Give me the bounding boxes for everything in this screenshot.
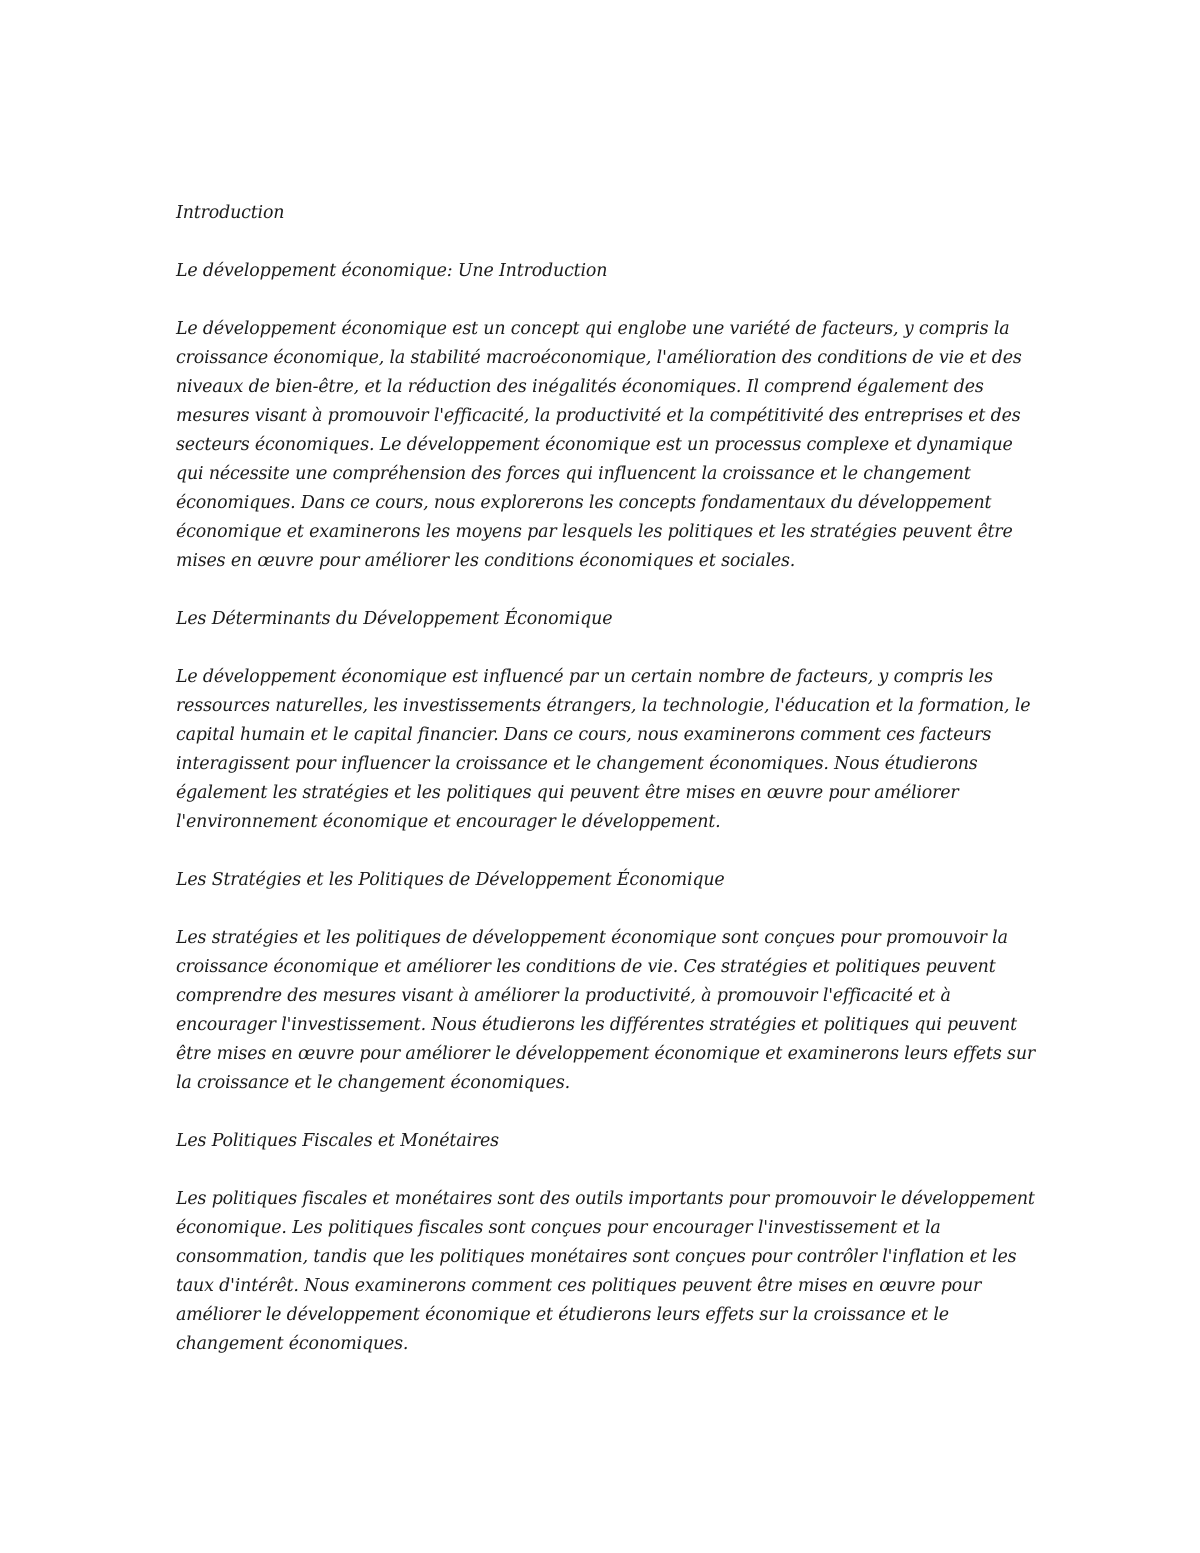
paragraph-fiscal-monetary: Les politiques fiscales et monétaires sont des outils importants pour promouvoir le développement économique. Les politiques fiscales sont conçues pour encourager l'investissement et la consommation, tandis que les politiques monétaires sont conçues pour contrôler l'inflation et les taux d'intérêt. Nous examinerons comment ces politiques peuvent être mises en œuvre pour améliorer le développement économique et étudierons leurs effets sur la croissance et le changement économiques. — [176, 1189, 1035, 1354]
document-page — [176, 199, 1036, 1359]
heading-introduction: Introduction — [176, 203, 285, 223]
section-title-strategies: Les Stratégies et les Politiques de Développement Économique — [176, 870, 725, 890]
section-title-determinants: Les Déterminants du Développement Économique — [176, 609, 613, 629]
paragraph-introduction: Le développement économique est un concept qui englobe une variété de facteurs, y compris la croissance économique, la stabilité macroéconomique, l'amélioration des conditions de vie et des niveaux de bien-être, et la réduction des inégalités économiques. Il comprend également des mesures visant à promouvoir l'efficacité, la productivité et la compétitivité des entreprises et des secteurs économiques. Le développement économique est un processus complexe et dynamique qui nécessite une compréhension des forces qui influencent la croissance et le changement économiques. Dans ce cours, nous explorerons les concepts fondamentaux du développement économique et examinerons les moyens par lesquels les politiques et les stratégies peuvent être mises en œuvre pour améliorer les conditions économiques et sociales. — [176, 319, 1022, 571]
paragraph-determinants: Le développement économique est influencé par un certain nombre de facteurs, y compris les ressources naturelles, les investissements étrangers, la technologie, l'éducation et la formation, le capital humain et le capital financier. Dans ce cours, nous examinerons comment ces facteurs interagissent pour influencer la croissance et le changement économiques. Nous étudierons également les stratégies et les politiques qui peuvent être mises en œuvre pour améliorer l'environnement économique et encourager le développement. — [176, 667, 1031, 832]
paragraph-strategies: Les stratégies et les politiques de développement économique sont conçues pour promouvoir la croissance économique et améliorer les conditions de vie. Ces stratégies et politiques peuvent comprendre des mesures visant à améliorer la productivité, à promouvoir l'efficacité et à encourager l'investissement. Nous étudierons les différentes stratégies et politiques qui peuvent être mises en œuvre pour améliorer le développement économique et examinerons leurs effets sur la croissance et le changement économiques. — [176, 928, 1036, 1093]
document-subtitle: Le développement économique: Une Introduction — [176, 261, 608, 281]
section-title-fiscal-monetary: Les Politiques Fiscales et Monétaires — [176, 1131, 499, 1151]
